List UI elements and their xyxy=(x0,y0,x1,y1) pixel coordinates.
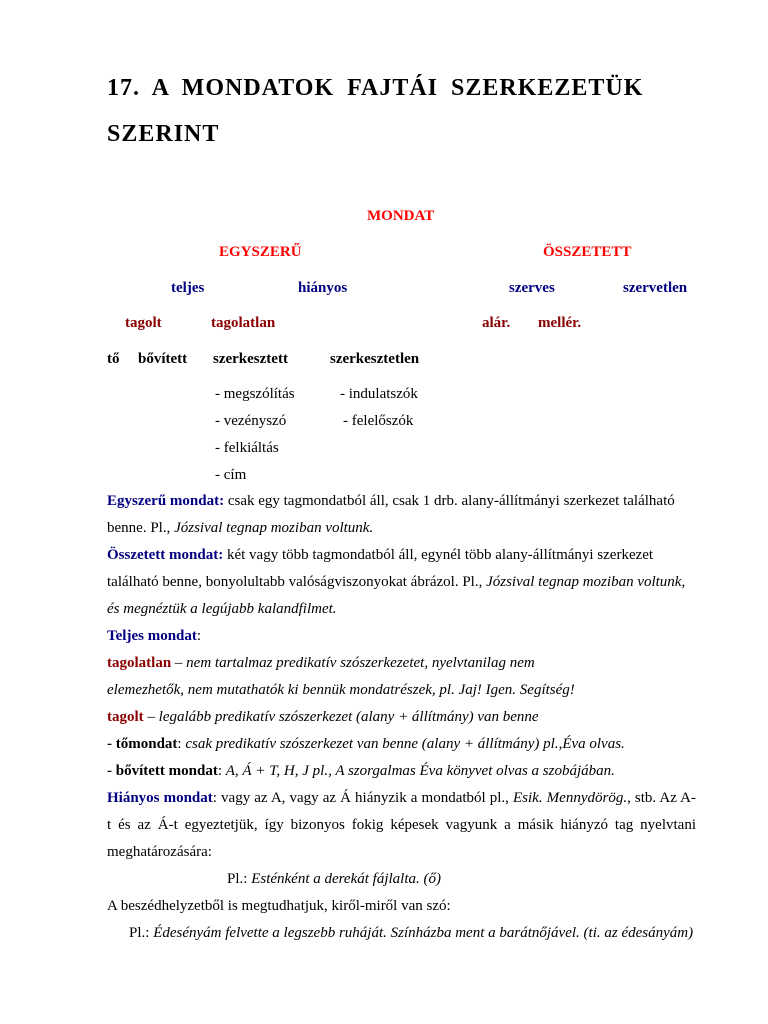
tree-node-tagolatlan: tagolatlan xyxy=(211,315,276,331)
tree-root-mondat: MONDAT xyxy=(367,208,435,224)
definition-tagolatlan-line xyxy=(107,650,696,677)
definition-text: , stb. Az A- xyxy=(627,790,696,806)
beszedhelyzet-example-line xyxy=(107,920,696,947)
definition-text: benne. Pl., xyxy=(107,520,175,536)
term-egyszeru-mondat: Egyszerű mondat: xyxy=(107,493,225,509)
szerkesztetlen-item: - felelőszók xyxy=(343,413,414,429)
definition-text: található benne, bonyolultabb valóságviszonyokat ábrázol. Pl., xyxy=(107,574,487,590)
hianyos-example-line xyxy=(107,866,696,893)
tree-node-egyszeru: EGYSZERŰ xyxy=(219,244,302,260)
example-sentence: Józsival tegnap moziban voltunk. xyxy=(174,520,374,536)
tree-node-to: tő xyxy=(107,351,120,367)
definition-text: : xyxy=(177,736,186,752)
szerkesztett-item: - felkiáltás xyxy=(215,440,279,456)
example-sentence: Esik. Mennydörög. xyxy=(513,790,628,806)
tree-node-szervetlen: szervetlen xyxy=(623,280,688,296)
definition-text: nem tartalmaz predikatív szószerkezetet, nyelvtanilag nem xyxy=(186,655,535,671)
definition-text: : vagy az A, vagy az Á hiányzik a mondatból pl., xyxy=(212,790,514,806)
szerkesztett-item: - cím xyxy=(215,467,247,483)
definition-osszetett-example: és megnéztük a legújabb kalandfilmet. xyxy=(107,601,337,617)
definition-text: – xyxy=(171,655,187,671)
tree-node-szerkesztetlen: szerkesztetlen xyxy=(330,351,420,367)
definition-osszetett-line xyxy=(107,569,696,596)
page-title-line-1: 17. A MONDATOK FAJTÁI SZERKEZETÜK xyxy=(107,75,644,101)
definition-text: : xyxy=(196,628,202,644)
term-hianyos-mondat: Hiányos mondat xyxy=(107,790,213,806)
example-prefix: Pl.: xyxy=(227,871,252,887)
page-title-line-2: SZERINT xyxy=(107,121,220,147)
definition-text: csak egy tagmondatból áll, csak 1 drb. alany-állítmányi szerkezet található xyxy=(224,493,675,509)
example-prefix: Pl.: xyxy=(129,925,154,941)
term-tagolatlan: tagolatlan xyxy=(107,655,172,671)
definition-text: : xyxy=(217,763,226,779)
tree-node-tagolt: tagolt xyxy=(125,315,162,331)
definition-hianyos-line: t és az Á-t egyeztetjük, így bizonyos fokig képesek vagyunk a másik hiányzó tag nyelvtani xyxy=(107,817,696,833)
definition-teljes-line xyxy=(107,623,696,650)
definition-hianyos-line: meghatározására: xyxy=(107,844,212,860)
tree-node-szerves: szerves xyxy=(509,280,555,296)
szerkesztetlen-item: - indulatszók xyxy=(340,386,418,402)
beszedhelyzet-line: A beszédhelyzetből is megtudhatjuk, kiről-miről van szó: xyxy=(107,898,451,914)
tree-node-osszetett: ÖSSZETETT xyxy=(543,244,632,260)
definition-bovitett-line xyxy=(107,758,696,785)
tree-node-bovitett: bővített xyxy=(138,351,188,367)
tree-node-teljes: teljes xyxy=(171,280,205,296)
definition-osszetett-line xyxy=(107,542,696,569)
example-sentence: Esténként a derekát fájlalta. (ő) xyxy=(251,871,441,887)
term-tomondat: - tőmondat xyxy=(107,736,178,752)
szerkesztett-item: - vezényszó xyxy=(215,413,287,429)
definitions-body xyxy=(107,488,696,947)
definition-tomondat-line xyxy=(107,731,696,758)
term-osszetett-mondat: Összetett mondat: xyxy=(107,547,224,563)
example-sentence: Józsival tegnap moziban voltunk, xyxy=(486,574,686,590)
tree-node-szerkesztett: szerkesztett xyxy=(213,351,288,367)
definition-text: legalább predikatív szószerkezet (alany + állítmány) van benne xyxy=(158,709,539,725)
tree-node-hianyos: hiányos xyxy=(298,280,348,296)
term-teljes-mondat: Teljes mondat xyxy=(107,628,197,644)
term-tagolt: tagolt xyxy=(107,709,144,725)
definition-hianyos-line xyxy=(107,785,696,812)
definition-tagolatlan-line: elemezhetők, nem mutathatók ki bennük mondatrészek, pl. Jaj! Igen. Segítség! xyxy=(107,682,575,698)
example-sentence: Édesényám felvette a legszebb ruháját. Színházba ment a barátnőjável. (ti. az édesányám) xyxy=(153,925,694,941)
tree-node-alarendelo: alár. xyxy=(482,315,511,331)
definition-egyszeru-line xyxy=(107,488,696,515)
definition-text: A, Á + T, H, J pl., A szorgalmas Éva könyvet olvas a szobájában. xyxy=(225,763,615,779)
definition-text: – xyxy=(143,709,159,725)
definition-text: két vagy több tagmondatból áll, egynél több alany-állítmányi szerkezet xyxy=(223,547,654,563)
term-bovitett-mondat: - bővített mondat xyxy=(107,763,218,779)
definition-egyszeru-line xyxy=(107,515,696,542)
szerkesztett-item: - megszólítás xyxy=(215,386,295,402)
definition-text: csak predikatív szószerkezet van benne (alany + állítmány) pl.,Éva olvas. xyxy=(185,736,625,752)
definition-tagolt-line xyxy=(107,704,696,731)
tree-node-mellerendelo: mellér. xyxy=(538,315,582,331)
